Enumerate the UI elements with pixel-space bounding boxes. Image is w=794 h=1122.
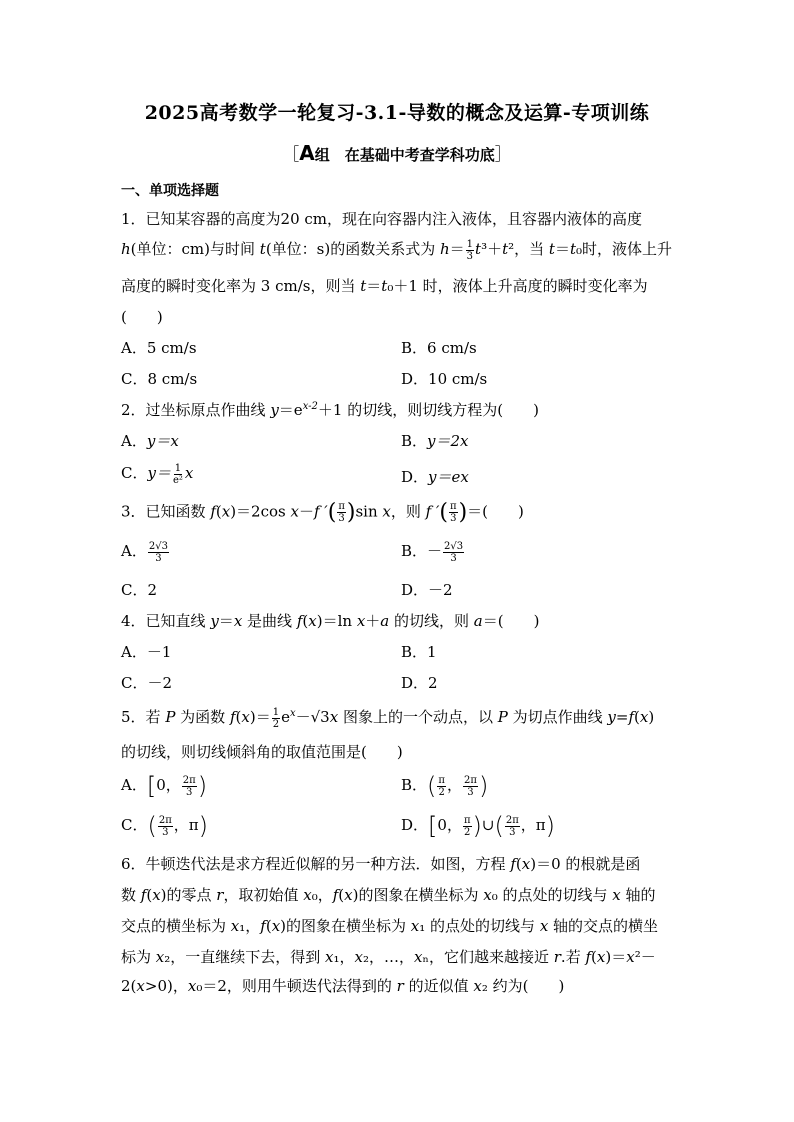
q6-line-4: 标为 x₂，一直继续下去，得到 x₁，x₂，…，xₙ，它们越来越接近 r.若 f(x)＝x²－: [121, 948, 656, 966]
q1-option-b[interactable]: B．6 cm/s: [401, 339, 477, 357]
q5-option-c[interactable]: C．( $\frac{2\pi}{3}$ ，π): [121, 812, 209, 840]
q3-option-c[interactable]: C．2: [121, 581, 158, 599]
q1-line-1: 1．已知某容器的高度为20 cm，现在向容器内注入液体，且容器内液体的高度: [121, 210, 643, 228]
q5-option-d[interactable]: D．[0， $\frac{\pi}{2}$ )∪( $\frac{2\pi}{3}$ ，π): [401, 812, 556, 840]
q6-line-3: 交点的横坐标为 x₁，f(x)的图象在横坐标为 x₁ 的点处的切线与 x 轴的交点的横坐: [121, 917, 659, 935]
q1-option-a[interactable]: A．5 cm/s: [121, 339, 197, 357]
q6-line-2: 数 f(x)的零点 r，取初始值 x₀，f(x)的图象在横坐标为 x₀ 的点处的切线与 x 轴的: [121, 886, 656, 904]
q2-stem: 2．过坐标原点作曲线 $y=e^{x-2}+1$ 的切线，则切线方程为( ): [121, 401, 539, 419]
left-bracket: ［: [282, 145, 300, 165]
q3-option-a[interactable]: A． $\frac{2√3}{3}$: [121, 540, 168, 564]
q4-option-a[interactable]: A．－1: [121, 643, 172, 661]
q2-option-b[interactable]: B．y＝2x: [401, 432, 469, 450]
group-letter: A: [299, 141, 315, 165]
q5-option-a[interactable]: A．[0， $\frac{2\pi}{3}$ ): [121, 772, 208, 800]
q3-option-d[interactable]: D．－2: [401, 581, 453, 599]
right-bracket: ］: [494, 145, 512, 165]
q4-option-d[interactable]: D．2: [401, 674, 438, 692]
q4-option-b[interactable]: B．1: [401, 643, 437, 661]
q6-line-1: 6．牛顿迭代法是求方程近似解的另一种方法．如图，方程 f(x)＝0 的根就是函: [121, 855, 641, 873]
q1-option-c[interactable]: C．8 cm/s: [121, 370, 198, 388]
q4-option-c[interactable]: C．－2: [121, 674, 173, 692]
q2-option-c[interactable]: C．y＝ $\frac{1}{\text{e²}}$ x: [121, 462, 194, 486]
group-label-text: 组 在基础中考查学科功底: [314, 146, 495, 164]
q2-option-d[interactable]: D．y＝ex: [401, 468, 469, 486]
q4-stem: 4．已知直线 y＝x 是曲线 f(x)＝ln x＋a 的切线，则 a＝( ): [121, 612, 540, 630]
q2-option-a[interactable]: A．y＝x: [121, 432, 179, 450]
fraction: $\frac{1}{3}$: [466, 238, 474, 262]
q6-line-5: 2(x>0)，x₀＝2，则用牛顿迭代法得到的 r 的近似值 x₂ 约为( ): [121, 977, 565, 995]
q1-line-3: 高度的瞬时变化率为 3 cm/s，则当 t＝t₀＋1 时，液体上升高度的瞬时变化率为: [121, 277, 648, 295]
q1-line-2: h(单位：cm)与时间 t(单位：s)的函数关系式为 h＝ $\frac{1}{3}$ t³＋t²，当 t＝t₀时，液体上升: [121, 238, 673, 262]
q3-option-b[interactable]: B．－ $\frac{2√3}{3}$: [401, 540, 464, 564]
q1-option-d[interactable]: D．10 cm/s: [401, 370, 488, 388]
q3-stem: 3．已知函数 f(x)＝2cos x－f ′( $\frac{\pi}{3}$ )sin x，则 f ′( $\frac{\pi}{3}$ )＝( ): [121, 500, 524, 525]
group-label: [0, 140, 794, 165]
q1-answer-paren: ( ): [121, 308, 163, 326]
q5-stem-line-1: 5．若 P 为函数 f(x)＝ $\frac{1}{2}$ $e^x-√3x$ 图象上的一个动点，以 P 为切点作曲线 y=f(x): [121, 706, 655, 730]
q5-option-b[interactable]: B．( $\frac{\pi}{2}$ ， $\frac{2\pi}{3}$ ): [401, 772, 489, 800]
q5-stem-line-2: 的切线，则切线倾斜角的取值范围是( ): [121, 743, 403, 761]
page-title: 2025高考数学一轮复习-3.1-导数的概念及运算-专项训练: [144, 102, 650, 124]
section-title: 一、单项选择题: [121, 183, 219, 199]
